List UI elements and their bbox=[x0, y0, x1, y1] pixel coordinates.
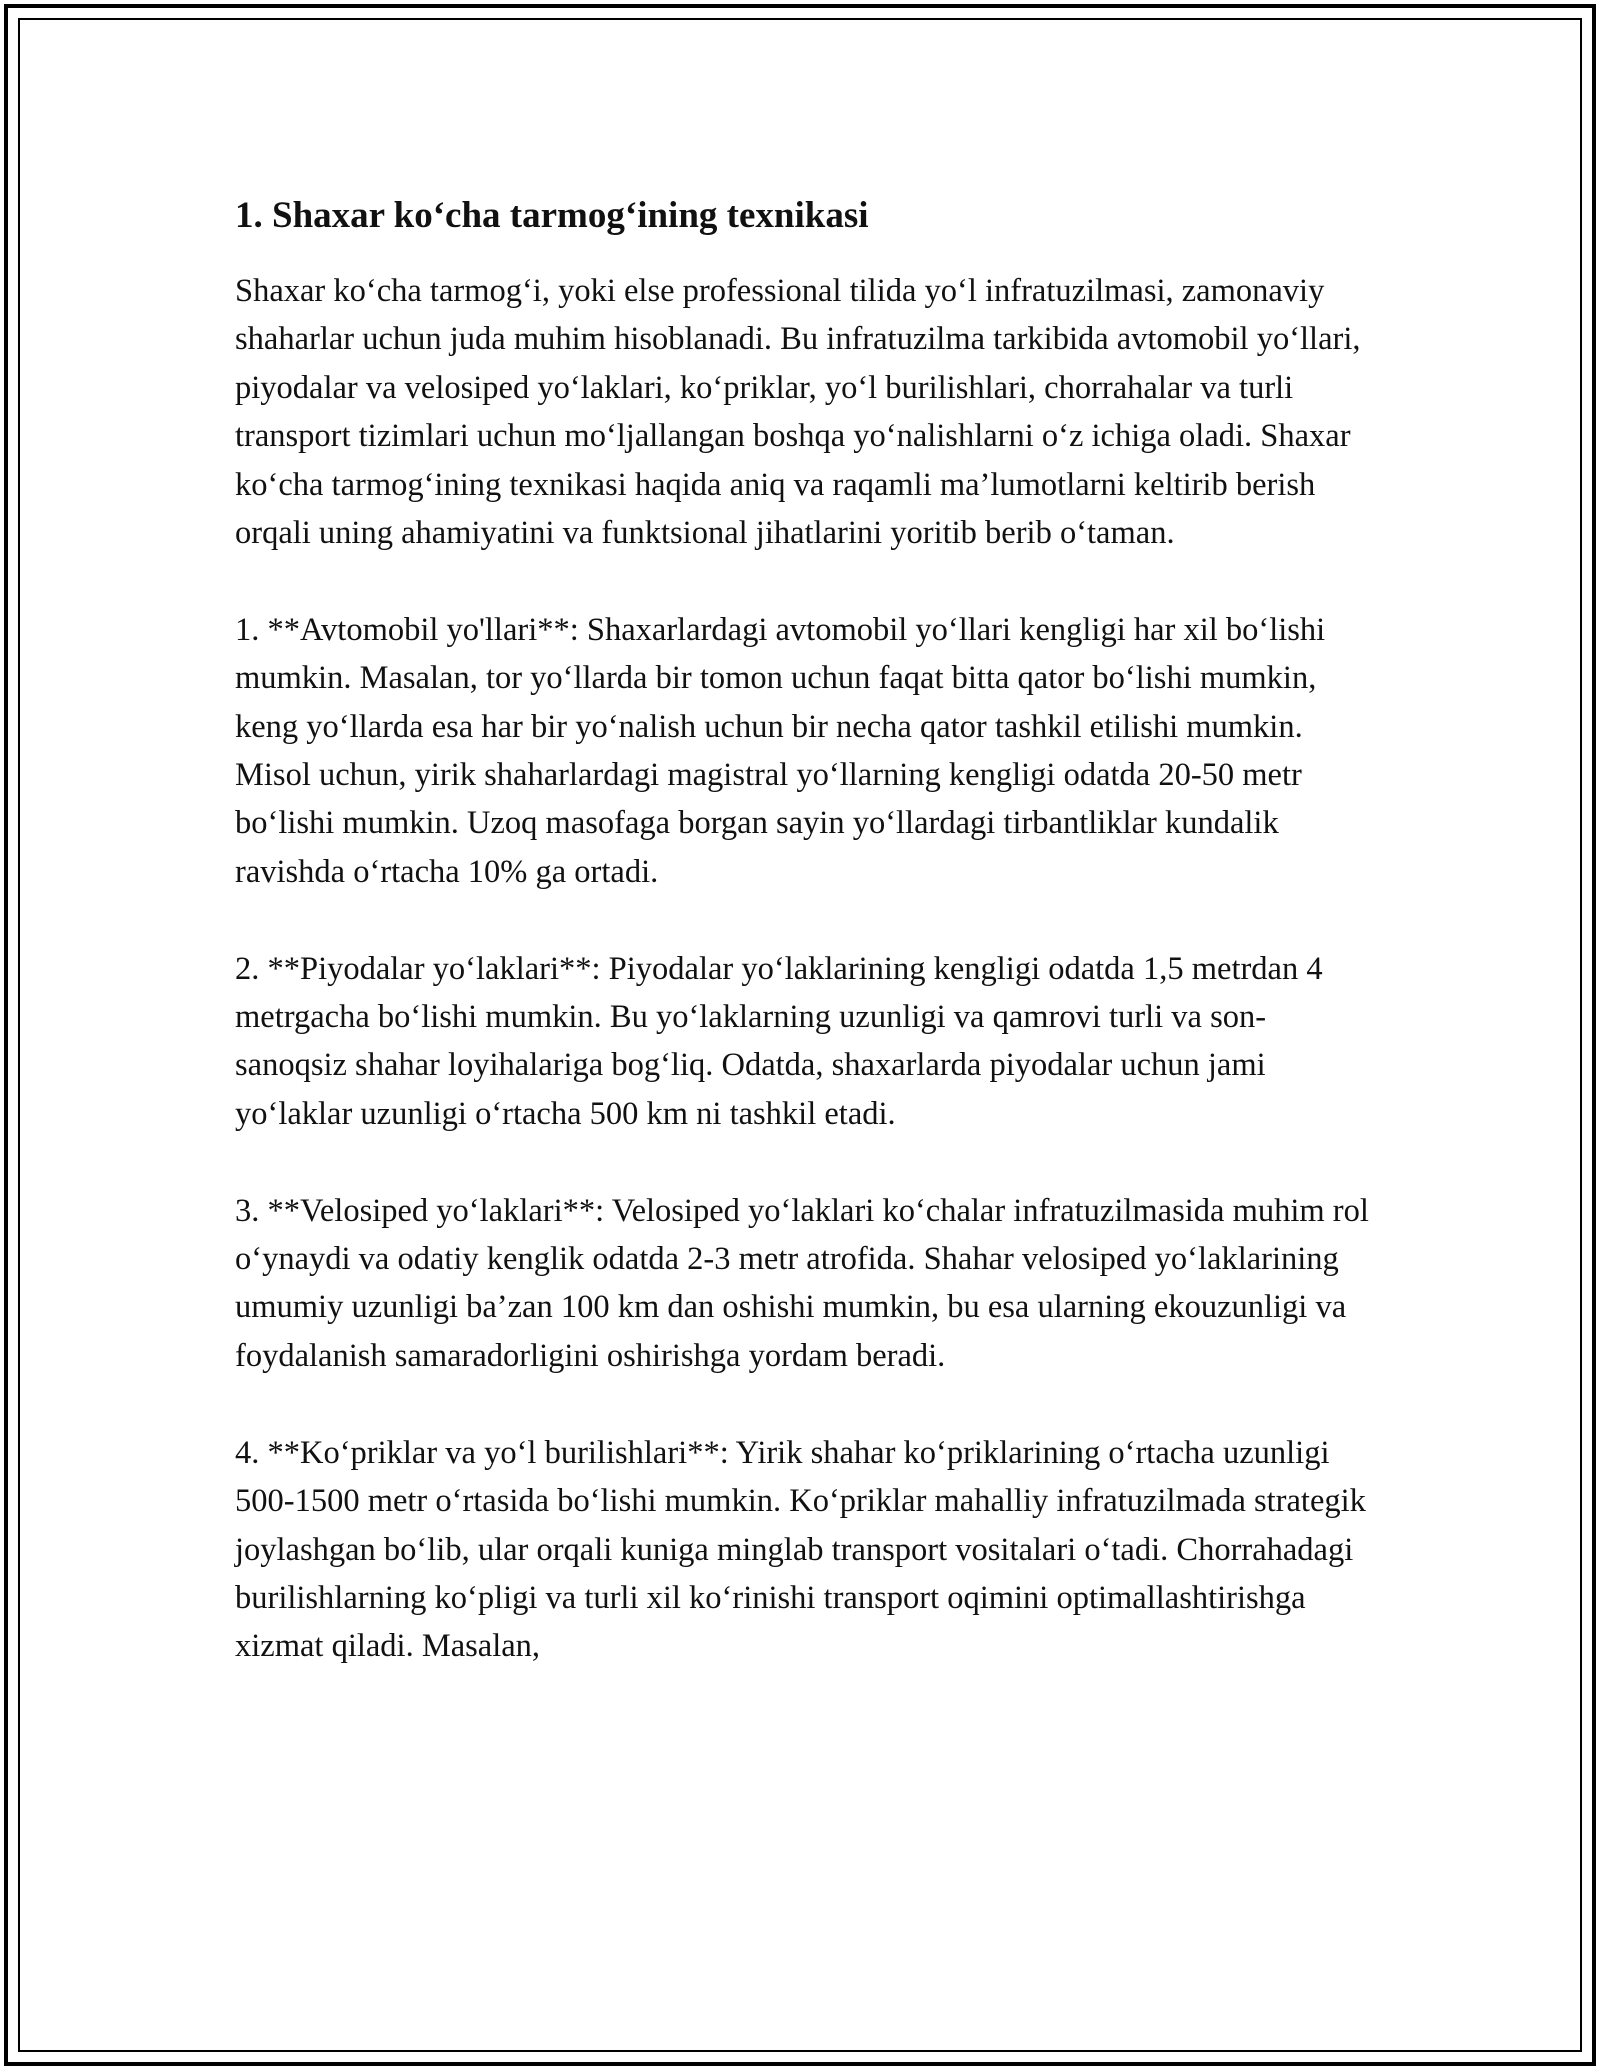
document-title: 1. Shaxar ko‘cha tarmog‘ining texnikasi bbox=[235, 195, 869, 236]
paragraph-avtomobil-yollari: 1. **Avtomobil yo'llari**: Shaxarlardagi avtomobil yo‘llari kengligi har xil bo‘lishi mumkin. Masalan, tor yo‘llarda bir tomon uchun faqat bitta qator bo‘lishi mumkin, keng yo‘llarda esa har bir yo‘nalish uchun bir necha qator tashkil etilishi mumkin. Misol uchun, yirik shaharlardagi magistral yo‘llarning kengligi odatda 20-50 metr bo‘lishi mumkin. Uzoq masofaga borgan sayin yo‘llardagi tirbantliklar kundalik ravishda o‘rtacha 10% ga ortadi. bbox=[235, 611, 1326, 890]
paragraph-intro: Shaxar ko‘cha tarmog‘i, yoki else professional tilida yo‘l infratuzilmasi, zamonaviy shaharlar uchun juda muhim hisoblanadi. Bu infratuzilma tarkibida avtomobil yo‘llari, piyodalar va velosiped yo‘laklari, ko‘priklar, yo‘l burilishlari, chorrahalar va turli transport tizimlari uchun mo‘ljallangan boshqa yo‘nalishlarni o‘z ichiga oladi. Shaxar ko‘cha tarmog‘ining texnikasi haqida aniq va raqamli ma’lumotlarni keltirib berish orqali uning ahamiyatini va funktsional jihatlarini yoritib berib o‘taman. bbox=[235, 273, 1361, 552]
document-body bbox=[235, 187, 1375, 1719]
paragraph-piyodalar-yolaklari: 2. **Piyodalar yo‘laklari**: Piyodalar yo‘laklarining kengligi odatda 1,5 metrdan 4 metrgacha bo‘lishi mumkin. Bu yo‘laklarning uzunligi va qamrovi turli va son-sanoqsiz shahar loyihalariga bog‘liq. Odatda, shaxarlarda piyodalar uchun jami yo‘laklar uzunligi o‘rtacha 500 km ni tashkil etadi. bbox=[235, 950, 1323, 1132]
paragraph-kopriklar: 4. **Ko‘priklar va yo‘l burilishlari**: Yirik shahar ko‘priklarining o‘rtacha uzunligi 500-1500 metr o‘rtasida bo‘lishi mumkin. Ko‘priklar mahalliy infratuzilmada strategik joylashgan bo‘lib, ular orqali kuniga minglab transport vositalari o‘tadi. Chorrahadagi burilishlarning ko‘pligi va turli xil ko‘rinishi transport oqimini optimallashtirishga xizmat qiladi. Masalan, bbox=[235, 1434, 1366, 1665]
paragraph-velosiped-yolaklari: 3. **Velosiped yo‘laklari**: Velosiped yo‘laklari ko‘chalar infratuzilmasida muhim rol o‘ynaydi va odatiy kenglik odatda 2-3 metr atrofida. Shahar velosiped yo‘laklarining umumiy uzunligi ba’zan 100 km dan oshishi mumkin, bu esa ularning ekouzunligi va foydalanish samaradorligini oshirishga yordam beradi. bbox=[235, 1192, 1369, 1374]
